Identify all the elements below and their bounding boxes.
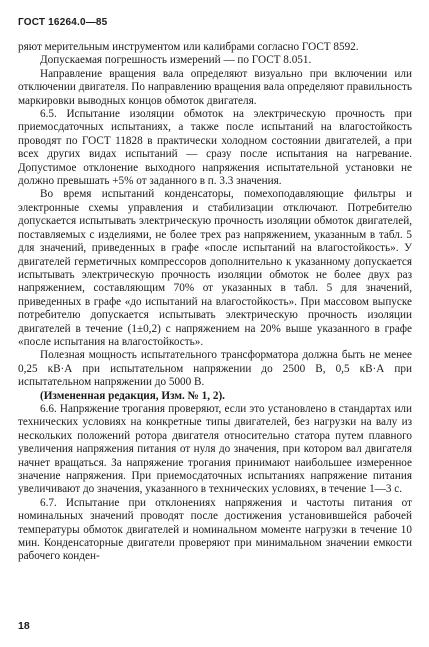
paragraph-continuation: ряют мерительным инструментом или калибрами согласно ГОСТ 8592.: [18, 41, 359, 53]
paragraph-capacitors: Во время испытаний конденсаторы, помехоподавляющие фильтры и электронные схемы управления и стабилизации отключают. Потребителю допускается испытывать электрическую прочность изоляции обмоток двигателей, поставляемых с изделиями, не более трех раз напряжением, указанным в табл. 5 для значений, приведенных в графе «после испытаний на влагостойкость». У двигателей герметичных компрессоров дополнительно к указанному допускается испытывать электрическую прочность изоляции обмоток не более двух раз напряжением, составляющим 70% от указанных в табл. 5 для значений, приведенных в графе «до испытаний на влагостойкость». При массовом выпуске потребителю допускается испытывать электрическую прочность изоляции двигателей в течение (1±0,2) с напряжением на 20% выше указанного в графе «после испытания на влагостойкость».: [18, 188, 412, 348]
paragraph-6-5-insulation-test: 6.5. Испытание изоляции обмоток на электрическую прочность при приемосдаточных испытаниях, а также после испытаний на влагостойкость проводят по ГОСТ 11828 в практически холодном состоянии двигателей, а при всех других видах испытаний — сразу после испытания на нагревание. Допустимое отклонение выходного напряжения испытательной установки не должно превышать +5% от заданного в п. 3.3 значения.: [18, 108, 412, 188]
paragraph-rotation-direction: Направление вращения вала определяют визуально при включении или отключении двигателя. По направлению вращения вала определяют правильность маркировки выводных концов обмоток двигателя.: [18, 67, 412, 107]
paragraph-6-7-deviation-test: 6.7. Испытание при отклонениях напряжения и частоты питания от номинальных значений проводят после достижения установившейся рабочей температуры обмоток двигателей и номинальном моменте нагрузки в течение 10 мин. Конденсаторные двигатели проверяют при минимальном значении емкости рабочего конден-: [18, 496, 412, 563]
paragraph-measurement-error: Допускаемая погрешность измерений — по ГОСТ 8.051.: [40, 54, 312, 67]
amendment-note: (Измененная редакция, Изм. № 1, 2).: [40, 389, 225, 402]
standard-code-header: ГОСТ 16264.0—85: [18, 17, 108, 28]
page-number: 18: [18, 620, 30, 632]
paragraph-6-6-starting-voltage: 6.6. Напряжение трогания проверяют, если это установлено в стандартах или технических условиях на конкретные типы двигателей, без нагрузки на валу из нескольких положений ротора двигателя относительно статора путем плавного увеличения напряжения питания от нуля до значения, при котором вал двигателя начнет вращаться. За напряжение трогания принимают наибольшее измеренное значение напряжения. При приемосдаточных испытаниях напряжение питания увеличивают до значения, указанного в технических условиях, в течение 1—3 с.: [18, 402, 412, 496]
paragraph-transformer-power: Полезная мощность испытательного трансформатора должна быть не менее 0,25 кВ·А при испытательном напряжении до 2500 В, 0,5 кВ·А при испытательном напряжении до 5000 В.: [18, 349, 412, 389]
body-text: [18, 41, 412, 564]
